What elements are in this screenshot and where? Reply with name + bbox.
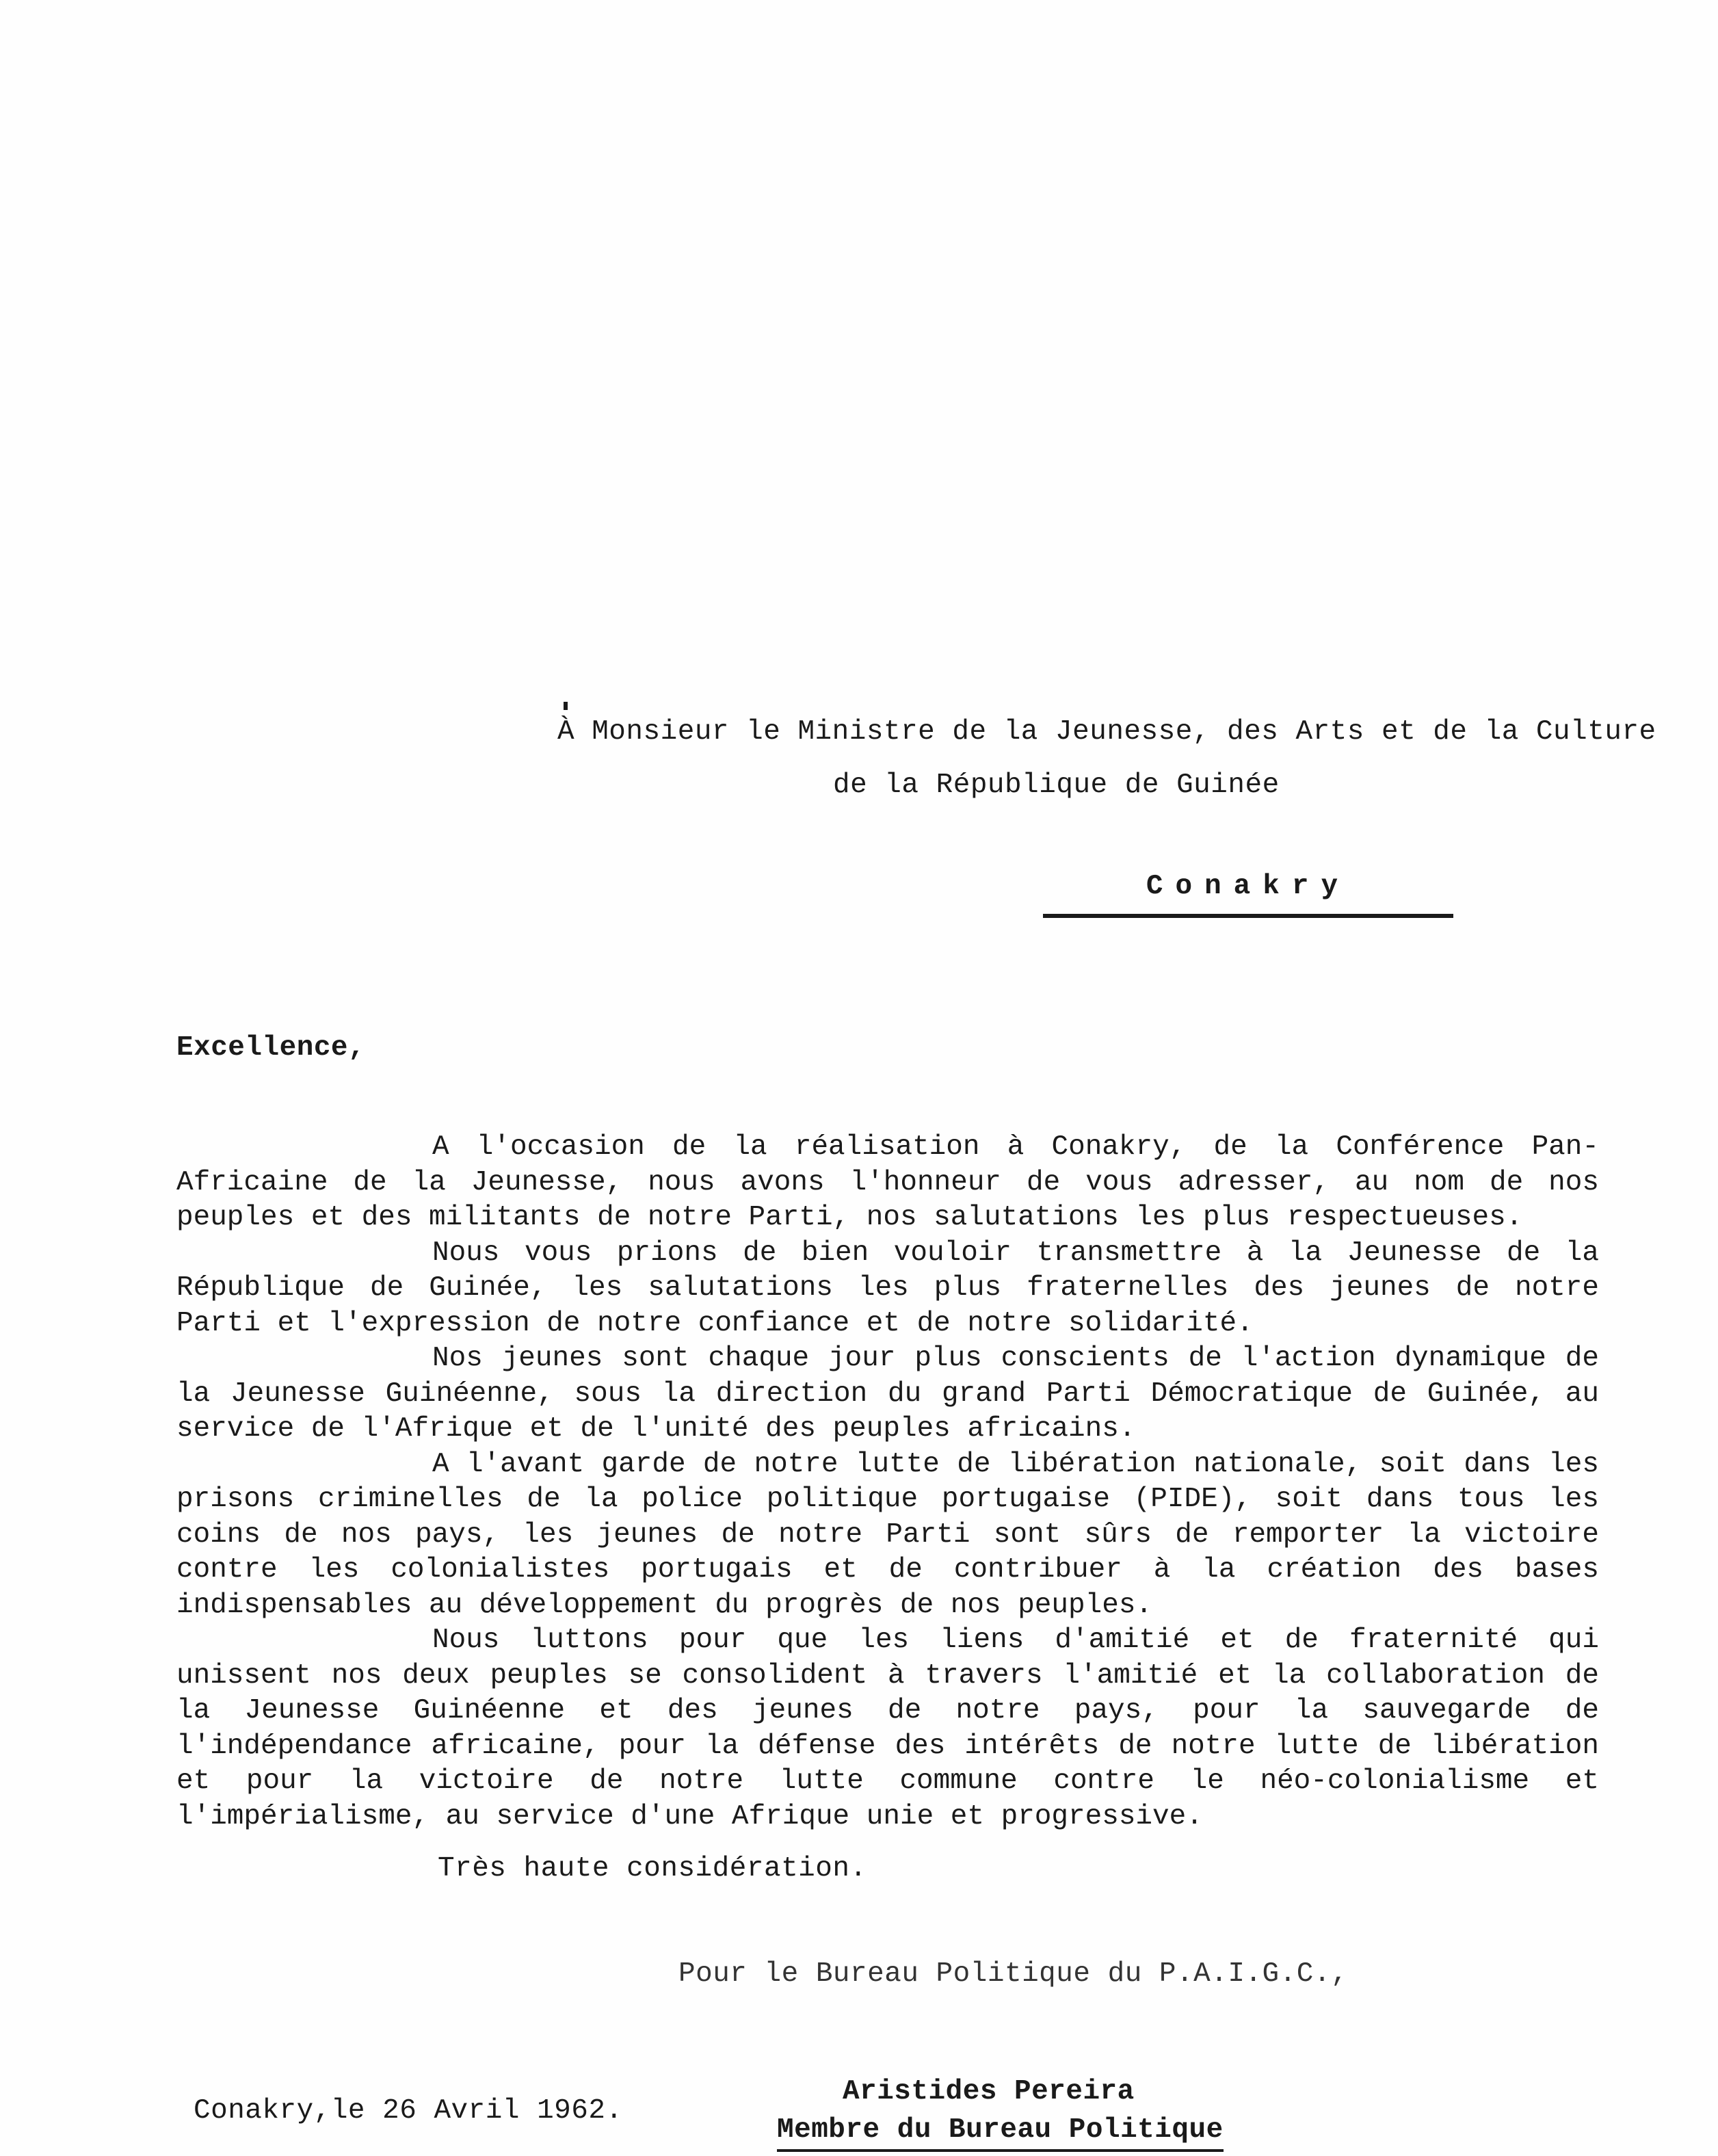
recipient-line-1: À Monsieur le Ministre de la Jeunesse, des Arts et de la Culture bbox=[557, 716, 1656, 748]
paragraph-1: A l'occasion de la réalisation à Conakry, de la Conférence Pan-Africaine de la Jeunesse, nous avons l'honneur de vous adresser, au nom de nos peuples et des militants de notre Parti, nos salutations les plus respectueuses. bbox=[176, 1131, 1599, 1233]
closing-line: Très haute considération. bbox=[438, 1853, 867, 1884]
salutation: Excellence, bbox=[176, 1032, 366, 1064]
paragraph-5: Nous luttons pour que les liens d'amitié et de fraternité qui unissent nos deux peuples se consolident à travers l'amitié et la collaboration de la Jeunesse Guinéenne et des jeunes de notre pays, pour la sauvegarde de l'indépendance africaine, pour la défense des intérêts de notre lutte de libération et pour la victoire de notre lutte commune contre le néo-colonialisme et l'impérialisme, au service d'une Afrique unie et progressive. bbox=[176, 1625, 1599, 1832]
signer-name: Aristides Pereira bbox=[843, 2076, 1135, 2107]
for-bureau-line: Pour le Bureau Politique du P.A.I.G.C., bbox=[678, 1958, 1349, 1990]
paragraph-4: A l'avant garde de notre lutte de libération nationale, soit dans les prisons criminelles de la police politique portugaise (PIDE), soit dans tous les coins de nos pays, les jeunes de notre Parti sont sûrs de remporter la victoire contre les colonialistes portugais et de contribuer à la création des bases indispensables au développement du progrès de nos peuples. bbox=[176, 1448, 1599, 1621]
paragraph-3: Nos jeunes sont chaque jour plus conscients de l'action dynamique de la Jeunesse Guinéenne, sous la direction du grand Parti Démocratique de Guinée, au service de l'Afrique et de l'unité des peuples africains. bbox=[176, 1343, 1599, 1445]
recipient-city: Conakry bbox=[1043, 869, 1453, 918]
signer-role: Membre du Bureau Politique bbox=[777, 2112, 1224, 2152]
letter-body bbox=[176, 1130, 1599, 1835]
accent-mark bbox=[564, 702, 568, 710]
place-and-date: Conakry,le 26 Avril 1962. bbox=[194, 2095, 623, 2127]
recipient-line-2: de la République de Guinée bbox=[833, 770, 1280, 801]
paragraph-2: Nous vous prions de bien vouloir transmettre à la Jeunesse de la République de Guinée, les salutations les plus fraternelles des jeunes de notre Parti et l'expression de notre confiance et de notre solidarité. bbox=[176, 1237, 1599, 1339]
